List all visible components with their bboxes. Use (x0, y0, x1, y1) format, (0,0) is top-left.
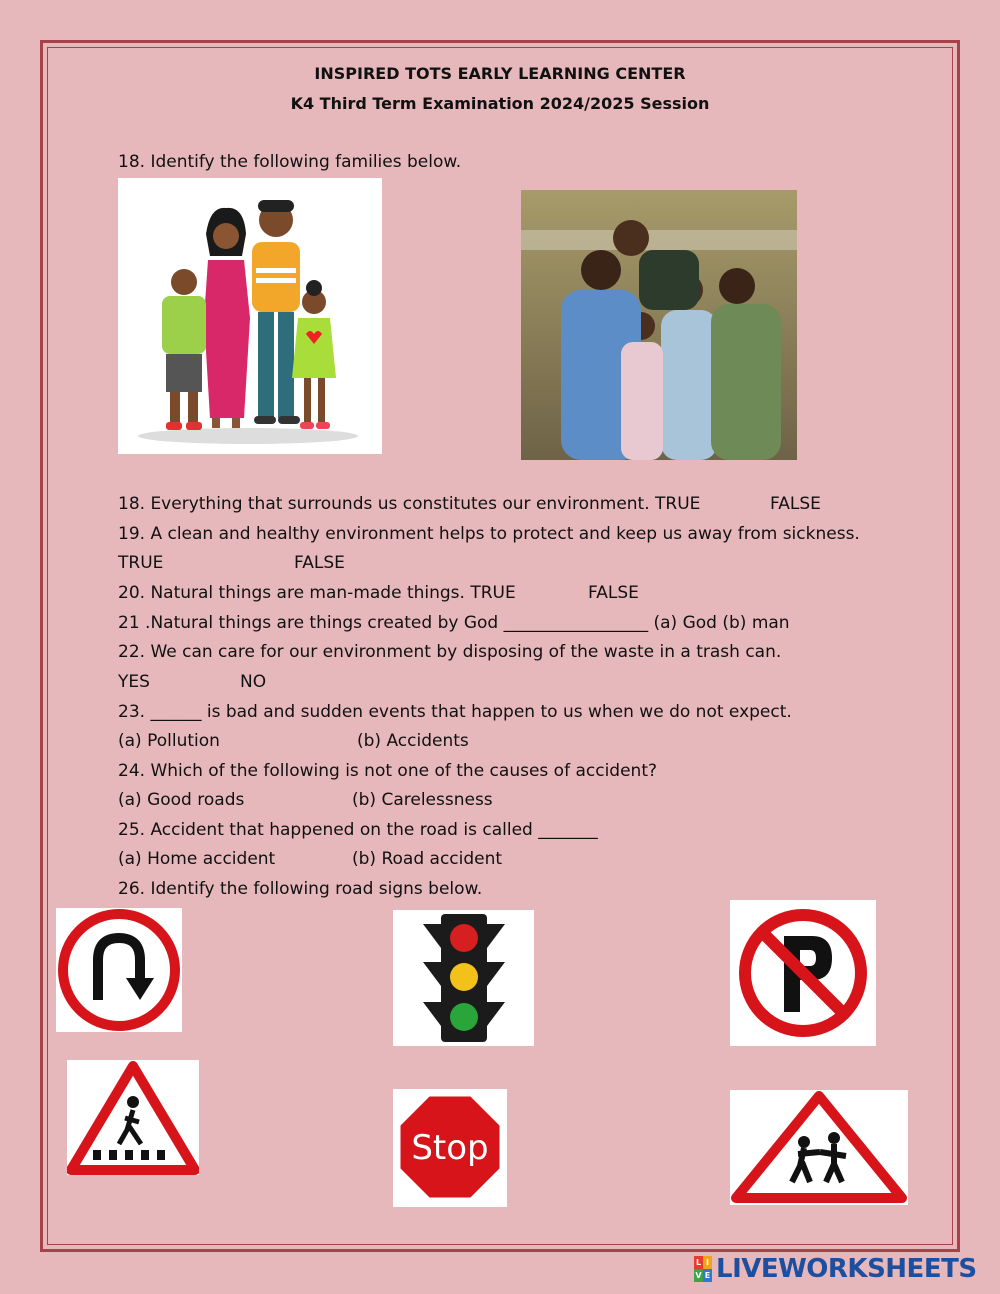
pedestrian-crossing-sign (67, 1060, 199, 1175)
liveworksheets-logo-icon (694, 1256, 712, 1282)
question-19-false[interactable]: FALSE (294, 553, 345, 573)
question-18b-text: 18. Everything that surrounds us constitutes our environment. TRUE (118, 494, 701, 514)
liveworksheets-watermark[interactable] (694, 1254, 977, 1284)
question-22: 22. We can care for our environment by disposing of the waste in a trash can. (118, 642, 782, 662)
question-20: 20. Natural things are man-made things. TRUE (118, 583, 516, 603)
stop-sign (393, 1089, 507, 1207)
question-21: 21 .Natural things are things created by God _________________ (a) God (b) man (118, 613, 790, 633)
question-26: 26. Identify the following road signs below. (118, 879, 483, 899)
question-22-no[interactable]: NO (240, 672, 267, 692)
exam-title: K4 Third Term Examination 2024/2025 Session (290, 94, 710, 113)
question-18a: 18. Identify the following families below. (118, 152, 462, 172)
logo-letter-v: V (695, 1271, 702, 1280)
question-23: 23. ______ is bad and sudden events that happen to us when we do not expect. (118, 702, 792, 722)
children-crossing-sign (730, 1090, 908, 1205)
question-25: 25. Accident that happened on the road is called _______ (118, 820, 598, 840)
question-20-false[interactable]: FALSE (588, 583, 639, 603)
question-24: 24. Which of the following is not one of the causes of accident? (118, 761, 658, 781)
question-18b-false[interactable]: FALSE (770, 494, 821, 514)
school-title: INSPIRED TOTS EARLY LEARNING CENTER (314, 64, 686, 83)
question-25-option-b[interactable]: (b) Road accident (352, 849, 503, 869)
question-24-option-a[interactable]: (a) Good roads (118, 790, 245, 810)
no-parking-sign (730, 900, 876, 1046)
question-18b (118, 494, 700, 514)
liveworksheets-text: LIVEWORKSHEETS (716, 1254, 977, 1284)
question-23-option-b[interactable]: (b) Accidents (357, 731, 469, 751)
logo-letter-e: E (704, 1271, 711, 1280)
question-25-option-a[interactable]: (a) Home accident (118, 849, 276, 869)
no-u-turn-sign (56, 908, 182, 1032)
photo-family-image (521, 190, 797, 460)
traffic-light-sign (393, 910, 534, 1046)
stop-sign-text: Stop (411, 1128, 489, 1168)
question-19: 19. A clean and healthy environment helps to protect and keep us away from sickness. (118, 524, 860, 544)
logo-letter-l: L (695, 1258, 702, 1267)
cartoon-family-image (118, 178, 382, 454)
logo-letter-i: I (703, 1256, 712, 1269)
question-19-true[interactable]: TRUE (118, 553, 164, 573)
question-23-option-a[interactable]: (a) Pollution (118, 731, 220, 751)
question-24-option-b[interactable]: (b) Carelessness (352, 790, 493, 810)
question-22-yes[interactable]: YES (118, 672, 150, 692)
